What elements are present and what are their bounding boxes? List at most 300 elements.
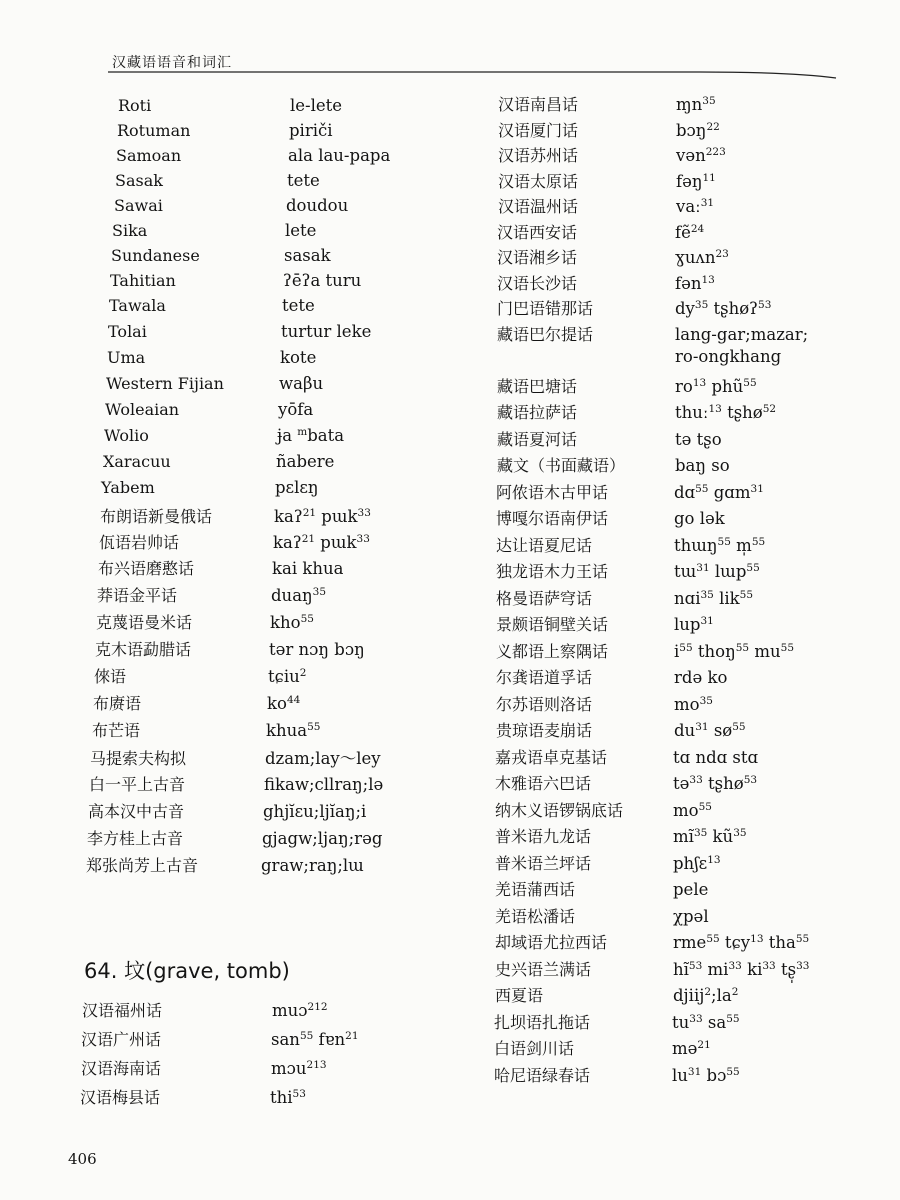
form-text: kai khua xyxy=(272,559,344,578)
word-form xyxy=(284,246,331,265)
tone-superscript: 31 xyxy=(695,721,709,733)
entry-row xyxy=(494,1036,809,1063)
language-name: Yabem xyxy=(101,478,155,497)
tone-superscript: 31 xyxy=(700,615,714,627)
tone-superscript: 33 xyxy=(796,959,810,972)
entry-row xyxy=(498,506,809,533)
language-name: 汉语西安话 xyxy=(497,222,578,242)
form-text: sasak xyxy=(284,246,331,265)
tone-superscript: 55 xyxy=(698,800,712,813)
tone-superscript: 55 xyxy=(735,641,750,654)
tone-superscript: 55 xyxy=(746,562,760,574)
entry-row xyxy=(0,146,390,171)
entry-row xyxy=(82,1027,359,1056)
form-text: tete xyxy=(287,171,320,190)
form-text: tər nɔŋ bɔŋ xyxy=(269,640,365,659)
entry-row xyxy=(498,533,809,560)
entry-row xyxy=(498,586,809,613)
tone-superscript: 24 xyxy=(690,222,705,235)
language-name: 汉语海南话 xyxy=(81,1059,162,1078)
language-name: 义都语上察隅话 xyxy=(496,641,609,661)
word-form xyxy=(278,400,313,419)
word-form xyxy=(674,695,713,714)
form-text: ɣuʌn xyxy=(675,248,716,267)
language-name: 却域语尤拉西话 xyxy=(495,933,608,952)
language-name: 莽语金平话 xyxy=(97,586,178,605)
form-text: fikaw;cllraŋ;lə xyxy=(264,775,384,794)
word-form xyxy=(674,642,794,661)
form-text: fẽ xyxy=(675,222,691,242)
form-text: djiij xyxy=(673,986,705,1005)
language-name: 李方桂上古音 xyxy=(87,829,184,848)
language-name: Samoan xyxy=(116,146,182,165)
form-text: le-lete xyxy=(290,96,343,115)
word-form xyxy=(275,478,319,497)
language-name: 佤语岩帅话 xyxy=(99,533,180,552)
entry-row xyxy=(0,322,390,348)
entry-row xyxy=(82,1056,359,1085)
entry-row xyxy=(495,745,809,772)
word-form xyxy=(672,1039,711,1058)
form-text: thɯŋ xyxy=(674,535,718,555)
entry-row xyxy=(0,348,390,374)
entry-row xyxy=(498,271,809,297)
language-name: 纳木义语锣锅底话 xyxy=(495,800,624,820)
form-text: lup xyxy=(674,615,701,634)
language-name: Tahitian xyxy=(110,271,176,290)
entry-row xyxy=(498,118,809,144)
entry-row xyxy=(495,798,809,825)
tone-superscript: 31 xyxy=(700,197,715,209)
tone-superscript: 44 xyxy=(286,694,301,706)
entry-row xyxy=(498,639,809,666)
tone-superscript: 35 xyxy=(693,827,708,839)
entry-row xyxy=(498,143,809,169)
word-form xyxy=(283,271,361,290)
form-text: graw;raŋ;lɯ xyxy=(261,856,364,875)
form-text: ɱn xyxy=(676,95,703,114)
form-text: tɕiu xyxy=(268,667,300,686)
form-text: ɉa xyxy=(277,426,298,445)
tone-superscript: 53 xyxy=(758,299,772,311)
word-form xyxy=(270,613,314,632)
language-name: 汉语温州话 xyxy=(498,197,579,216)
word-form xyxy=(290,96,342,115)
form-text: muɔ xyxy=(272,1001,308,1020)
entry-row xyxy=(0,504,390,530)
tone-superscript: 23 xyxy=(715,248,729,260)
entry-row xyxy=(498,427,809,454)
tone-superscript: 213 xyxy=(306,1059,327,1071)
word-form xyxy=(673,907,709,926)
tone-superscript: 11 xyxy=(702,171,716,184)
entry-row xyxy=(494,1063,809,1090)
form-text: thoŋ xyxy=(692,641,736,661)
tone-superscript: 31 xyxy=(687,1065,702,1078)
tone-superscript: 2 xyxy=(299,667,307,679)
form-text: bɔŋ xyxy=(676,120,707,140)
tone-superscript: 35 xyxy=(733,827,747,839)
word-form xyxy=(675,274,715,293)
word-form xyxy=(287,171,320,190)
form-text: tɕy xyxy=(719,933,751,952)
form-text: χpəl xyxy=(673,906,709,926)
form-text: mə xyxy=(672,1039,698,1058)
language-name: 景颇语铜壁关话 xyxy=(496,615,609,634)
word-form xyxy=(673,933,809,952)
form-text: mo xyxy=(673,800,699,820)
entry-row xyxy=(498,296,809,322)
tone-superscript: 53 xyxy=(743,774,758,786)
word-form xyxy=(268,667,306,686)
entry-row xyxy=(498,665,809,692)
form-text: phũ xyxy=(706,376,744,396)
language-name: 贵琼语麦崩话 xyxy=(496,721,593,740)
entry-row xyxy=(0,196,390,221)
word-form xyxy=(674,668,727,687)
word-form xyxy=(672,1066,740,1085)
tone-superscript: 55 xyxy=(795,933,810,945)
tone-superscript: 35 xyxy=(699,694,713,707)
language-name: 倈语 xyxy=(94,667,127,686)
tone-superscript: 55 xyxy=(679,641,693,654)
entry-row xyxy=(0,478,390,504)
word-form xyxy=(676,146,726,165)
entry-row xyxy=(0,610,390,637)
entry-row xyxy=(0,718,390,745)
tone-superscript: 13 xyxy=(750,933,764,945)
language-name: 扎坝语扎拖话 xyxy=(494,1012,591,1032)
tone-superscript: 13 xyxy=(707,853,721,866)
word-form xyxy=(675,456,730,475)
tone-superscript: 21 xyxy=(697,1039,711,1051)
tone-superscript: 35 xyxy=(700,588,714,601)
form-text: sø xyxy=(708,721,733,740)
language-name: 尔苏语则洛话 xyxy=(496,694,593,714)
tone-superscript: 33 xyxy=(356,533,370,545)
entry-row xyxy=(0,637,390,664)
entry-row xyxy=(498,480,809,507)
word-form xyxy=(676,172,716,191)
language-name: Sawai xyxy=(114,196,163,215)
language-name: Uma xyxy=(107,348,146,367)
language-name: Western Fijian xyxy=(106,374,224,393)
word-form xyxy=(674,509,725,528)
word-form xyxy=(274,507,371,526)
entry-row xyxy=(495,877,809,904)
language-name: 汉语南昌话 xyxy=(498,95,579,114)
word-form xyxy=(674,721,746,740)
word-form xyxy=(282,296,315,315)
language-name: 藏语巴塘话 xyxy=(497,376,578,396)
word-form xyxy=(271,1059,327,1078)
language-name: 郑张尚芳上古音 xyxy=(86,856,199,875)
entry-row xyxy=(0,121,390,146)
form-text: yōfa xyxy=(278,400,314,419)
word-form xyxy=(288,146,390,165)
form-text: pɯk xyxy=(316,507,358,526)
language-name: 布朗语新曼俄话 xyxy=(100,507,213,526)
form-text: thi xyxy=(270,1088,293,1107)
tone-superscript: 33 xyxy=(762,959,776,972)
form-text: kũ xyxy=(707,827,734,846)
tone-superscript: 21 xyxy=(301,533,316,545)
language-name: 汉语湘乡话 xyxy=(497,248,578,267)
entry-row xyxy=(0,853,390,880)
form-text: kaʔ xyxy=(273,533,302,552)
entry-row xyxy=(0,96,390,121)
tone-superscript: 35 xyxy=(694,299,709,311)
left-word-column xyxy=(0,96,390,880)
form-text: tʂhø xyxy=(702,774,744,793)
entry-row xyxy=(0,772,390,799)
tone-superscript: 33 xyxy=(689,774,703,786)
language-name: 布芒语 xyxy=(92,721,141,740)
word-form xyxy=(281,322,371,341)
entry-row xyxy=(0,271,390,296)
form-text: kote xyxy=(280,348,317,367)
form-text: tʂ̩ xyxy=(775,959,797,979)
language-name: 汉语长沙话 xyxy=(497,273,578,293)
form-text: mi xyxy=(702,959,729,979)
language-name: 普米语九龙话 xyxy=(495,827,592,846)
language-name: 汉语广州话 xyxy=(81,1030,162,1049)
form-text: bɔ xyxy=(701,1065,727,1085)
language-name: 普米语兰坪话 xyxy=(495,853,592,873)
tone-superscript: 55 xyxy=(307,721,321,733)
word-form xyxy=(674,589,753,608)
entry-row xyxy=(0,452,390,478)
form-text: i xyxy=(674,641,680,661)
word-form xyxy=(263,802,366,821)
section-word-list xyxy=(82,998,359,1114)
tone-superscript: 55 xyxy=(717,535,731,548)
word-form xyxy=(262,829,382,848)
word-form xyxy=(276,452,334,471)
word-form xyxy=(267,694,300,713)
language-name: 克蔑语曼米话 xyxy=(96,613,193,632)
tone-superscript: 55 xyxy=(743,376,757,389)
form-text: bata xyxy=(307,426,345,445)
entry-row xyxy=(0,171,390,196)
tone-superscript: 212 xyxy=(307,1001,328,1013)
form-text: mĩ xyxy=(673,827,694,846)
entry-row xyxy=(495,851,809,878)
entry-row xyxy=(0,374,390,400)
language-name: 尔龚语道孚话 xyxy=(496,668,593,687)
word-form xyxy=(266,721,320,740)
word-form xyxy=(673,801,712,820)
entry-row xyxy=(0,826,390,853)
form-text: khua xyxy=(266,721,308,740)
word-form xyxy=(673,854,721,873)
word-form xyxy=(271,586,326,605)
form-text: lu xyxy=(672,1065,688,1085)
word-form xyxy=(675,223,704,242)
entry-row xyxy=(498,245,809,271)
entry-row xyxy=(498,718,809,745)
form-text: vaː xyxy=(676,197,701,216)
form-text: phʃɛ xyxy=(673,853,708,873)
word-form xyxy=(673,774,757,793)
word-form xyxy=(673,748,758,767)
word-form xyxy=(285,221,316,240)
language-name: 格曼语萨穹话 xyxy=(496,588,593,608)
word-form xyxy=(676,121,720,140)
word-form xyxy=(673,986,738,1005)
entry-row xyxy=(498,194,809,220)
language-name: 汉语苏州话 xyxy=(498,146,579,165)
tone-superscript: 21 xyxy=(345,1030,359,1042)
language-name: 西夏语 xyxy=(495,986,544,1005)
language-name: 木雅语六巴话 xyxy=(495,774,592,793)
form-text: nɑi xyxy=(674,588,701,608)
form-text: lang-gar;mazar; xyxy=(675,324,809,344)
entry-row xyxy=(498,347,809,374)
word-form xyxy=(270,1088,306,1107)
language-name: 藏文（书面藏语） xyxy=(497,456,626,475)
entry-row xyxy=(0,400,390,426)
word-form xyxy=(675,299,771,318)
language-name: 羌语松潘话 xyxy=(495,906,576,926)
tone-superscript: 55 xyxy=(726,1012,740,1025)
entry-row xyxy=(498,322,809,348)
form-text: tɑ ndɑ stɑ xyxy=(673,747,759,767)
language-name: Tawala xyxy=(109,296,166,315)
entry-row xyxy=(0,745,390,772)
running-header-title: 汉藏语语音和词汇 xyxy=(112,55,232,71)
entry-row xyxy=(498,559,809,586)
language-name: 藏语夏河话 xyxy=(497,429,578,449)
word-form xyxy=(272,1001,328,1020)
language-name: 克木语勐腊话 xyxy=(95,640,192,659)
word-form xyxy=(289,121,333,140)
entry-row xyxy=(495,983,809,1010)
form-text: ko xyxy=(267,694,287,713)
word-form xyxy=(675,325,808,344)
word-form xyxy=(674,562,760,581)
form-text: mo xyxy=(674,694,700,714)
form-text: ala lau-papa xyxy=(288,146,391,165)
tone-superscript: 35 xyxy=(702,95,716,107)
language-name: 阿侬语木古甲话 xyxy=(496,482,609,502)
form-text: rme xyxy=(673,933,707,952)
form-text: ki xyxy=(741,959,763,979)
word-form xyxy=(673,960,809,979)
language-name: 哈尼语绿春话 xyxy=(494,1065,591,1085)
entry-row xyxy=(0,583,390,610)
form-text: go lək xyxy=(674,509,725,528)
form-text: tha xyxy=(763,933,796,952)
word-form xyxy=(675,248,729,267)
tone-superscript: 55 xyxy=(739,588,754,601)
entry-row xyxy=(0,799,390,826)
entry-row xyxy=(0,691,390,718)
form-text: lik xyxy=(713,588,740,608)
language-name: 白一平上古音 xyxy=(89,775,186,794)
form-text: fəŋ xyxy=(676,171,703,191)
entry-row xyxy=(494,1010,809,1037)
language-name: 达让语夏尼话 xyxy=(496,535,593,555)
language-name: 独龙语木力王话 xyxy=(496,562,609,581)
form-text: san xyxy=(271,1030,300,1049)
entry-row xyxy=(498,612,809,639)
entry-row xyxy=(0,664,390,691)
language-name: Roti xyxy=(118,96,152,115)
tone-superscript: 55 xyxy=(726,1065,740,1078)
language-name: 嘉戎语卓克基话 xyxy=(495,747,608,767)
word-form xyxy=(264,775,383,794)
tone-superscript: 2 xyxy=(731,986,739,998)
entry-row xyxy=(0,296,390,322)
language-name: Sundanese xyxy=(111,246,200,265)
tone-superscript: 31 xyxy=(696,562,710,574)
language-name: 博嘎尔语南伊话 xyxy=(496,509,609,528)
form-text: hĩ xyxy=(673,959,689,979)
form-text: rdə ko xyxy=(674,668,728,687)
form-text: vən xyxy=(676,146,706,165)
language-name: 羌语蒲西话 xyxy=(495,880,576,899)
word-form xyxy=(273,533,370,552)
word-form xyxy=(672,1013,740,1032)
form-text: lete xyxy=(285,221,317,240)
tone-superscript: 55 xyxy=(300,613,314,625)
entry-row xyxy=(498,92,809,118)
word-form xyxy=(673,880,708,899)
section-heading: 64. 坟(grave, tomb) xyxy=(84,959,290,983)
entry-row xyxy=(495,930,810,957)
language-name: 汉语福州话 xyxy=(82,1001,163,1020)
form-text: fɐn xyxy=(313,1030,346,1049)
word-form xyxy=(673,827,747,846)
tone-superscript: 53 xyxy=(292,1088,306,1100)
form-text: tu xyxy=(672,1012,690,1032)
entry-row xyxy=(498,692,809,719)
tone-superscript: 55 xyxy=(695,482,709,495)
word-form xyxy=(674,615,714,634)
language-name: Xaracuu xyxy=(103,452,171,471)
form-text: pɯk xyxy=(315,533,357,552)
entry-row xyxy=(495,824,809,851)
form-text: pɛlɛŋ xyxy=(275,478,319,497)
tone-superscript: 13 xyxy=(692,376,707,389)
form-text: ro-ongkhang xyxy=(675,347,782,366)
form-text: gjagw;ljaŋ;rəg xyxy=(262,829,383,848)
word-form xyxy=(261,856,364,875)
word-form xyxy=(271,1030,359,1049)
word-form xyxy=(675,430,722,449)
language-name: 藏语拉萨话 xyxy=(497,403,578,422)
language-name: Sika xyxy=(112,221,148,240)
form-text: waβu xyxy=(279,374,324,393)
entry-row xyxy=(498,453,809,480)
language-name: 布兴语磨憨话 xyxy=(98,559,195,578)
entry-row xyxy=(0,556,390,583)
form-text: duaŋ xyxy=(271,586,313,605)
form-text: ʔēʔa turu xyxy=(283,271,362,290)
entry-row xyxy=(0,246,390,271)
language-name: 布赓语 xyxy=(93,694,142,713)
form-text: tete xyxy=(282,296,315,315)
tone-superscript: 33 xyxy=(689,1012,703,1025)
tone-superscript: 55 xyxy=(751,535,766,548)
tone-superscript: 31 xyxy=(750,482,764,495)
entry-row xyxy=(495,771,809,798)
word-form xyxy=(675,403,776,422)
form-text: ro xyxy=(675,376,693,396)
entry-row xyxy=(82,998,359,1027)
word-form xyxy=(277,426,344,445)
